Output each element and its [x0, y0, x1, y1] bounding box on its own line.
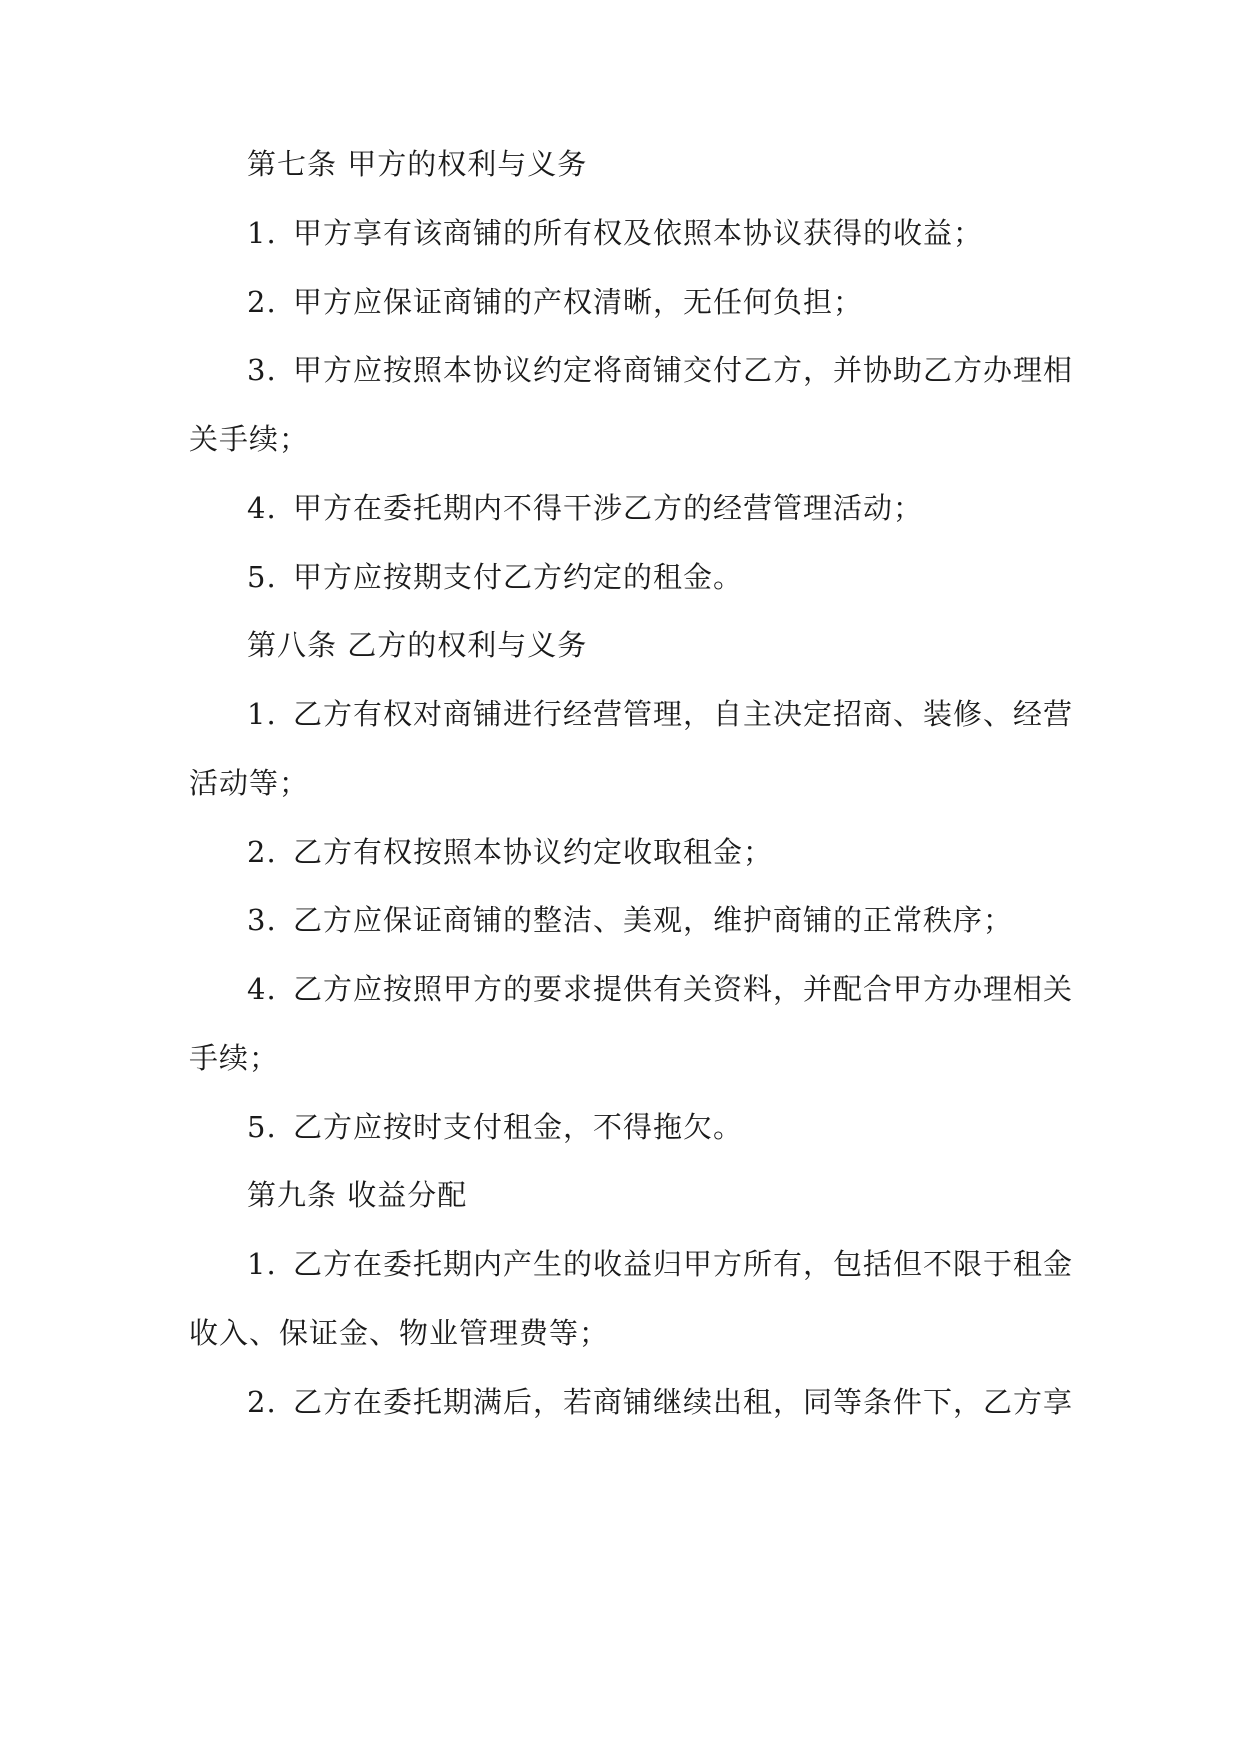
item-text: 乙方应按照甲方的要求提供有关资料，并配合甲方办理相关: [293, 972, 1074, 1006]
article-8-item-4-continuation: 手续；: [189, 1040, 280, 1075]
article-8-item-3: [189, 900, 1069, 969]
article-7-heading: 第七条 甲方的权利与义务: [247, 147, 588, 181]
article-9-item-2: [189, 1382, 1074, 1451]
article-8-item-5: [189, 1107, 1069, 1176]
item-number: 3.: [247, 903, 277, 938]
item-text: 甲方应按期支付乙方约定的租金。: [293, 559, 744, 594]
article-8-item-4: [189, 969, 1074, 1038]
article-8-item-2: [189, 832, 1069, 901]
item-text: 甲方在委托期内不得干涉乙方的经营管理活动；: [293, 490, 924, 525]
item-text: 乙方有权对商铺进行经营管理，自主决定招商、装修、经营: [293, 697, 1074, 731]
item-text: 甲方应保证商铺的产权清晰，无任何负担；: [293, 284, 864, 319]
item-number: 5.: [247, 1109, 277, 1144]
item-text: 乙方在委托期内产生的收益归甲方所有，包括但不限于租金: [293, 1247, 1074, 1281]
article-8-heading: 第八条 乙方的权利与义务: [247, 628, 588, 663]
article-7-item-3-continuation: 关手续；: [189, 422, 310, 456]
article-9-item-1: [189, 1244, 1074, 1313]
item-number: 3.: [247, 353, 277, 388]
item-text: 乙方有权按照本协议约定收取租金；: [293, 834, 774, 869]
article-8-item-1-continuation: 活动等；: [189, 765, 310, 800]
item-text: 乙方应保证商铺的整洁、美观，维护商铺的正常秩序；: [293, 903, 1014, 938]
item-text: 甲方享有该商铺的所有权及依照本协议获得的收益；: [293, 215, 984, 250]
article-8-item-1: [189, 694, 1074, 763]
article-7-item-5: [189, 557, 1069, 626]
article-9-heading: 第九条 收益分配: [247, 1178, 468, 1213]
article-7-item-1: [189, 213, 1069, 282]
item-number: 2.: [247, 1384, 277, 1419]
item-number: 4.: [247, 972, 277, 1006]
item-number: 4.: [247, 490, 277, 525]
item-number: 5.: [247, 559, 277, 594]
item-number: 2.: [247, 834, 277, 869]
item-number: 1.: [247, 697, 277, 731]
item-number: 2.: [247, 284, 277, 319]
article-7-item-2: [189, 282, 1069, 351]
item-number: 1.: [247, 1247, 277, 1281]
item-text: 乙方在委托期满后，若商铺继续出租，同等条件下，乙方享: [293, 1384, 1074, 1419]
item-text: 乙方应按时支付租金，不得拖欠。: [293, 1109, 744, 1144]
document-body: [189, 144, 1074, 1450]
item-text: 甲方应按照本协议约定将商铺交付乙方，并协助乙方办理相: [293, 353, 1074, 388]
article-7-item-3: [189, 350, 1074, 419]
item-number: 1.: [247, 215, 277, 250]
article-7-item-4: [189, 488, 1069, 557]
article-9-item-1-continuation: 收入、保证金、物业管理费等；: [189, 1315, 610, 1350]
